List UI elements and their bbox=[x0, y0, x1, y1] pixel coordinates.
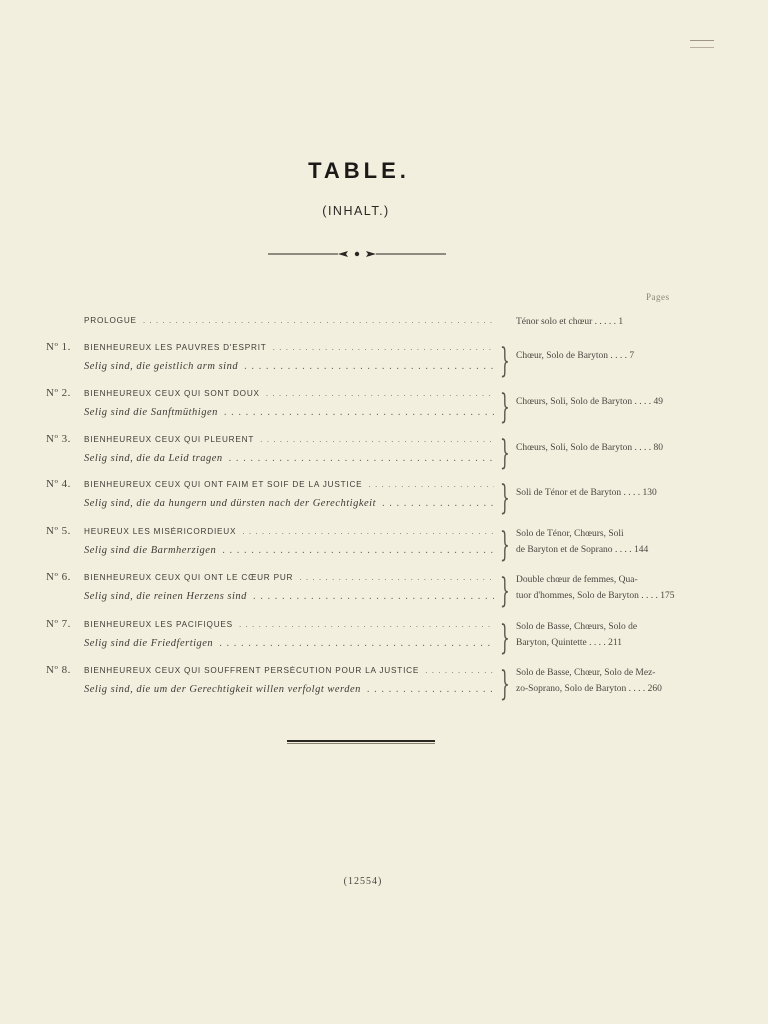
brace-icon: } bbox=[499, 571, 510, 611]
brace-icon: } bbox=[499, 618, 510, 658]
entry-title-fr: BIENHEUREUX CEUX QUI SOUFFRENT PERSÉCUTION POUR LA JUSTICE . . . bbox=[84, 666, 494, 680]
entry-page: 260 bbox=[647, 684, 662, 694]
entry-title-fr: BIENHEUREUX CEUX QUI PLEURENT . . . bbox=[84, 435, 494, 449]
entry-number: Nº 2. bbox=[46, 387, 71, 399]
entry-title-de: Selig sind die Friedfertigen . . . bbox=[84, 638, 494, 654]
entry-title-de: Selig sind, die reinen Herzens sind . . . bbox=[84, 591, 494, 607]
entry-title-fr: BIENHEUREUX CEUX QUI SONT DOUX . . . bbox=[84, 389, 494, 403]
entry-page: 211 bbox=[608, 638, 622, 648]
page-title: TABLE. bbox=[308, 158, 410, 183]
brace-icon: } bbox=[499, 525, 510, 565]
entry-title-de: Selig sind die Sanftmüthigen . . . bbox=[84, 407, 494, 423]
entry-number: Nº 1. bbox=[46, 341, 71, 353]
entry-page: 7 bbox=[629, 351, 635, 361]
brace-icon: } bbox=[499, 664, 510, 704]
entry-page: 49 bbox=[653, 397, 663, 407]
ornament-divider-icon bbox=[268, 248, 446, 260]
entry-number: Nº 4. bbox=[46, 478, 71, 490]
entry-title-fr: HEUREUX LES MISÉRICORDIEUX . . . bbox=[84, 527, 494, 541]
entry-voices: Chœurs, Soli, Solo de Baryton . . . . 49 bbox=[516, 397, 663, 407]
entry-title-fr: BIENHEUREUX LES PACIFIQUES . . . bbox=[84, 620, 494, 634]
entry-voices: Soli de Ténor et de Baryton . . . . 130 bbox=[516, 488, 657, 498]
library-mark bbox=[690, 30, 714, 52]
entry-voices: Solo de Basse, Chœur, Solo de Mez- zo-Soprano, Solo de Baryton . . . . 260 bbox=[516, 668, 662, 694]
entry-title-de: Selig sind die Barmherzigen . . . bbox=[84, 545, 494, 561]
entry-voices: Chœur, Solo de Baryton . . . . 7 bbox=[516, 351, 635, 361]
entry-title-fr: PROLOGUE . . . bbox=[84, 316, 494, 330]
entry-title-fr: BIENHEUREUX LES PAUVRES D'ESPRIT . . . bbox=[84, 343, 494, 357]
entry-title-fr: BIENHEUREUX CEUX QUI ONT FAIM ET SOIF DE LA JUSTICE . . . bbox=[84, 480, 494, 494]
entry-number: Nº 5. bbox=[46, 525, 71, 537]
entry-page: 130 bbox=[642, 488, 657, 498]
brace-icon: } bbox=[499, 341, 510, 381]
brace-icon: } bbox=[499, 433, 510, 473]
entry-title-fr: BIENHEUREUX CEUX QUI ONT LE CŒUR PUR . . . bbox=[84, 573, 494, 587]
plate-number: (12554) bbox=[343, 876, 383, 887]
page-subtitle: (INHALT.) bbox=[322, 204, 390, 218]
pages-column-label: Pages bbox=[646, 292, 670, 302]
entry-title-de: Selig sind, die um der Gerechtigkeit willen verfolgt werden . . . bbox=[84, 684, 494, 700]
entry-number: Nº 7. bbox=[46, 618, 71, 630]
entry-page: 175 bbox=[660, 591, 675, 601]
entry-number: Nº 6. bbox=[46, 571, 71, 583]
entry-page: 144 bbox=[633, 545, 649, 555]
entry-voices: Double chœur de femmes, Qua- tuor d'hommes, Solo de Baryton . . . . 175 bbox=[516, 575, 675, 601]
entry-voices: Solo de Basse, Chœurs, Solo de Baryton, Quintette . . . . 211 bbox=[516, 622, 638, 648]
brace-icon: } bbox=[499, 478, 510, 518]
entry-page: 1 bbox=[618, 317, 624, 327]
entry-title-de: Selig sind, die da Leid tragen . . . bbox=[84, 453, 494, 469]
entry-voices: Ténor solo et chœur . . . . . 1 bbox=[516, 317, 624, 327]
entry-title-de: Selig sind, die geistlich arm sind . . . bbox=[84, 361, 494, 377]
entry-voices: Chœurs, Soli, Solo de Baryton . . . . 80 bbox=[516, 443, 663, 453]
entry-number: Nº 3. bbox=[46, 433, 71, 445]
bottom-rule bbox=[287, 740, 435, 742]
entry-title-de: Selig sind, die da hungern und dürsten nach der Gerechtigkeit . . . bbox=[84, 498, 494, 514]
entry-number: Nº 8. bbox=[46, 664, 71, 676]
entry-page: 80 bbox=[653, 443, 663, 453]
entry-voices: Solo de Ténor, Chœurs, Soli de Baryton et de Soprano . . . . 144 bbox=[516, 529, 649, 555]
brace-icon: } bbox=[499, 387, 510, 427]
